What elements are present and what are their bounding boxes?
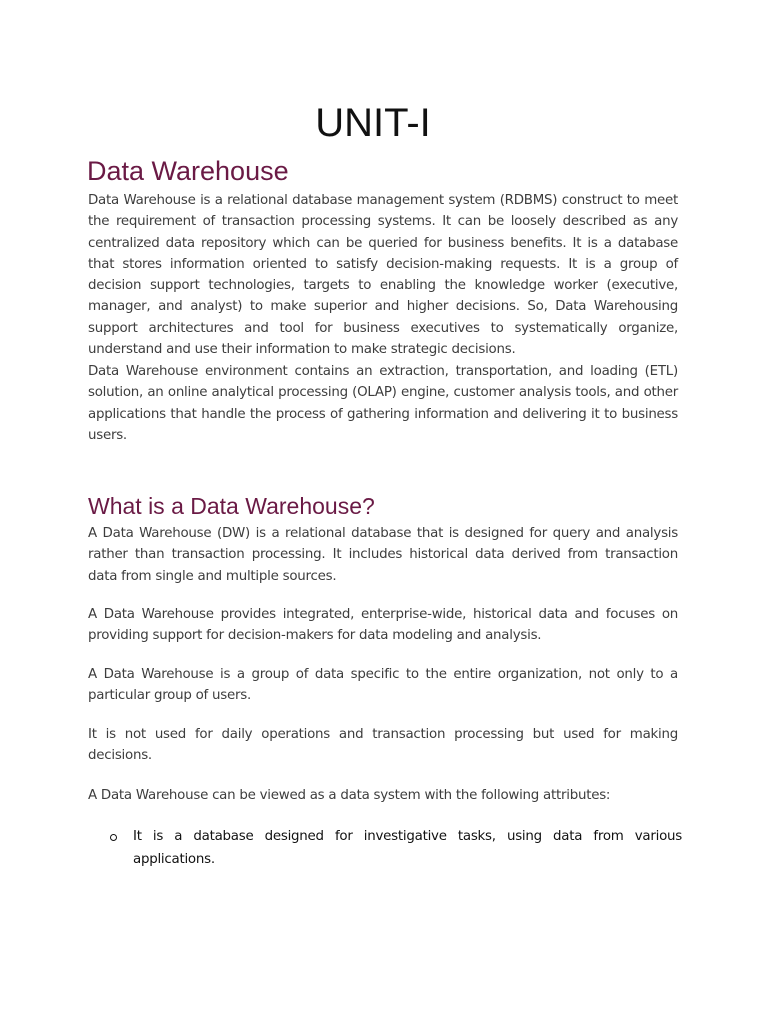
list-item (108, 826, 682, 871)
paragraph: A Data Warehouse (DW) is a relational database that is designed for query and analysis rather than transaction processing. It includes historical data derived from transaction data from single and multiple sources. (88, 526, 678, 584)
paragraph: Data Warehouse is a relational database management system (RDBMS) construct to meet the requirement of transaction processing systems. It can be loosely described as any centralized data repository which can be queried for business benefits. It is a database that stores information oriented to satisfy decision-making requests. It is a group of decision support technologies, targets to enabling the knowledge worker (executive, manager, and analyst) to make superior and higher decisions. So, Data Warehousing support architectures and tool for business executives to systematically organize, understand and use their information to make strategic decisions. (88, 193, 678, 358)
paragraph: A Data Warehouse can be viewed as a data system with the following attributes: (88, 788, 611, 803)
paragraph: Data Warehouse environment contains an extraction, transportation, and loading (ETL) solution, an online analytical processing (OLAP) engine, customer analysis tools, and other applications that handle the process of gathering information and delivering it to business users. (88, 364, 678, 443)
unit-title: UNIT-I (315, 101, 431, 145)
list-item-text: It is a database designed for investigative tasks, using data from various applications. (133, 829, 682, 867)
attributes-list (108, 826, 682, 871)
section-heading-data-warehouse: Data Warehouse (87, 156, 289, 186)
hollow-circle-bullet-icon (110, 834, 117, 841)
paragraph: A Data Warehouse is a group of data specific to the entire organization, not only to a particular group of users. (88, 667, 678, 704)
section-heading-what-is-data-warehouse: What is a Data Warehouse? (88, 493, 375, 519)
paragraph: A Data Warehouse provides integrated, enterprise-wide, historical data and focuses on providing support for decision-makers for data modeling and analysis. (88, 607, 678, 644)
paragraph: It is not used for daily operations and transaction processing but used for making decisions. (88, 727, 678, 764)
